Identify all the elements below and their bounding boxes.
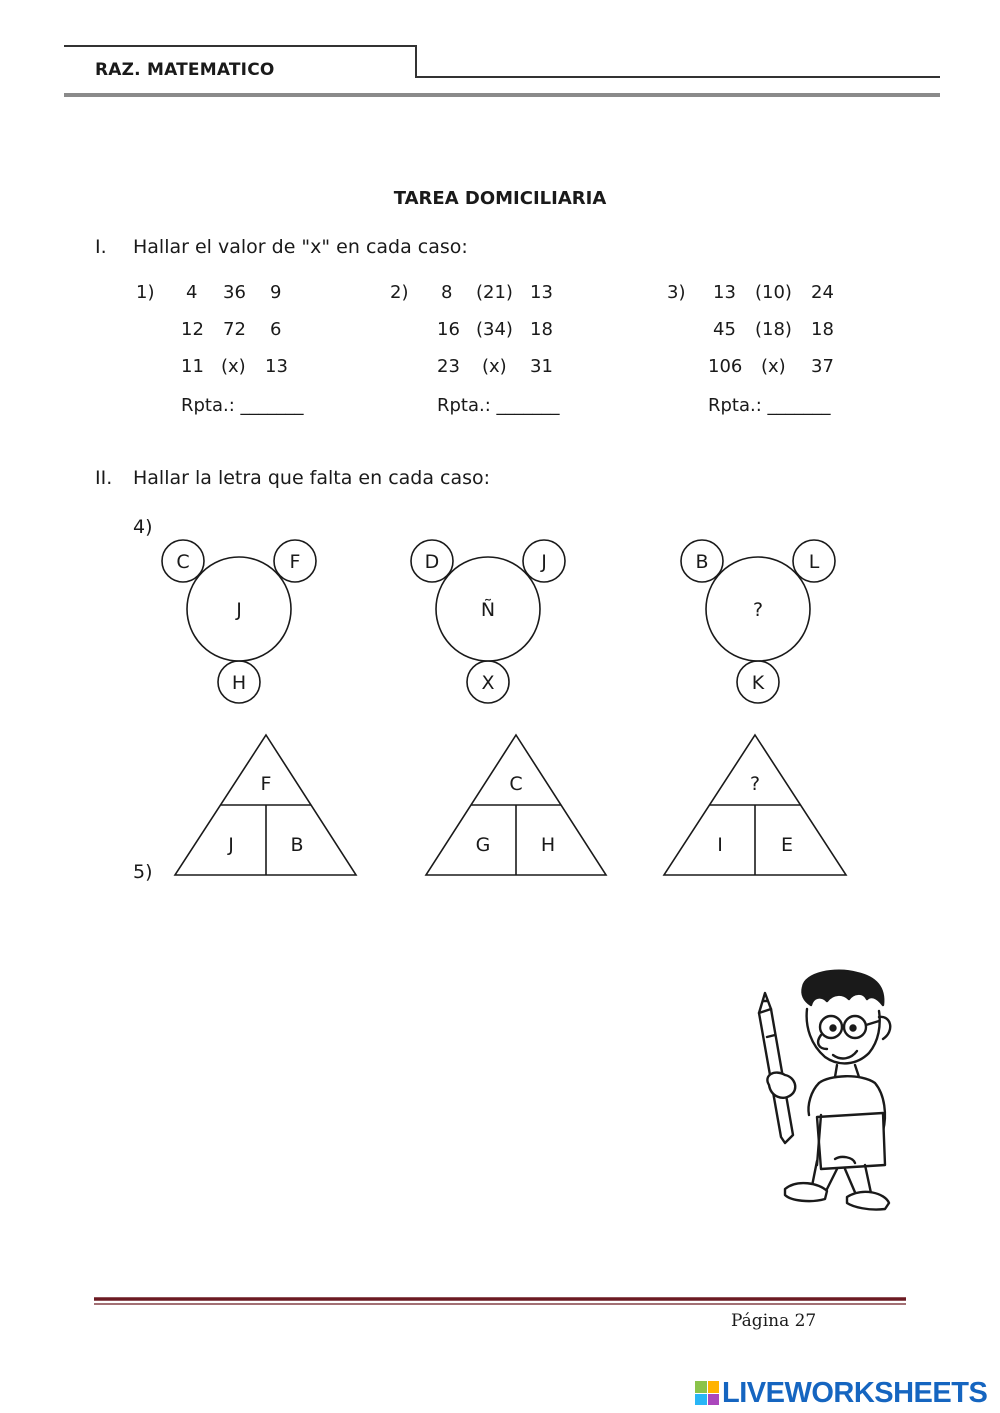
section2-instruction: Hallar la letra que falta en cada caso: <box>133 467 491 489</box>
problem2-cell: 13 <box>530 282 553 303</box>
problem1-cell: 72 <box>223 319 246 340</box>
triangle-letter: G <box>475 834 491 856</box>
circle-letter: L <box>808 551 820 573</box>
circle-letter: K <box>751 672 765 694</box>
circle-letter: F <box>289 551 301 573</box>
footer-rule <box>0 1296 1000 1310</box>
triangle-letter: I <box>717 834 723 856</box>
section1-instruction: Hallar el valor de "x" en cada caso: <box>133 236 468 258</box>
circle-letter: B <box>695 551 709 573</box>
problem2-cell: 18 <box>530 319 553 340</box>
triangle-letter: H <box>540 834 556 856</box>
triangle-letter: C <box>509 773 523 795</box>
problem1-answer: Rpta.: _______ <box>181 395 304 416</box>
circle-letter: C <box>176 551 190 573</box>
triangle-letter: E <box>780 834 794 856</box>
section1-roman: I. <box>95 236 107 258</box>
circle-letter: ? <box>752 599 764 621</box>
circle-figures <box>0 530 1000 710</box>
problem2-cell: (34) <box>476 319 513 340</box>
problem1-cell: 9 <box>270 282 282 303</box>
header-frame <box>0 0 1000 110</box>
circle-letter: Ñ <box>480 599 496 621</box>
problem3-cell: 24 <box>811 282 834 303</box>
liveworksheets-watermark <box>695 1376 987 1410</box>
circle-letter: X <box>481 672 495 694</box>
circle-letter: D <box>424 551 440 573</box>
problem3-cell: (x) <box>761 356 786 377</box>
question4-label: 4) <box>133 516 153 538</box>
triangle-letter: J <box>228 834 234 856</box>
problem3-cell: 37 <box>811 356 834 377</box>
problem2-cell: 16 <box>437 319 460 340</box>
problem2-cell: 31 <box>530 356 553 377</box>
problem3-cell: (18) <box>755 319 792 340</box>
problem3-answer: Rpta.: _______ <box>708 395 831 416</box>
problem1-cell: (x) <box>221 356 246 377</box>
problem3-cell: (10) <box>755 282 792 303</box>
problem2-label: 2) <box>390 282 409 303</box>
triangle-figures <box>0 730 1000 880</box>
problem3-cell: 13 <box>713 282 736 303</box>
problem2-cell: 8 <box>441 282 453 303</box>
circle-letter: J <box>236 599 242 621</box>
problem1-cell: 11 <box>181 356 204 377</box>
problem1-cell: 12 <box>181 319 204 340</box>
problem3-label: 3) <box>667 282 686 303</box>
circle-letter: H <box>231 672 247 694</box>
section2-roman: II. <box>95 467 113 489</box>
problem3-cell: 106 <box>708 356 743 377</box>
problem1-cell: 4 <box>186 282 198 303</box>
watermark-text: LIVEWORKSHEETS <box>722 1376 988 1409</box>
boy-with-pencil-icon <box>745 965 905 1215</box>
problem1-cell: 36 <box>223 282 246 303</box>
problem3-cell: 45 <box>713 319 736 340</box>
problem1-cell: 6 <box>270 319 282 340</box>
page-number: Página 27 <box>731 1311 817 1331</box>
problem3-cell: 18 <box>811 319 834 340</box>
problem2-answer: Rpta.: _______ <box>437 395 560 416</box>
triangle-letter: B <box>290 834 304 856</box>
liveworksheets-logo-icon <box>695 1381 719 1405</box>
page-title: TAREA DOMICILIARIA <box>393 188 607 209</box>
header-subject: RAZ. MATEMATICO <box>95 60 275 80</box>
triangle-letter: F <box>260 773 272 795</box>
triangle-letter: ? <box>749 773 761 795</box>
problem2-cell: (x) <box>482 356 507 377</box>
problem2-cell: 23 <box>437 356 460 377</box>
problem2-cell: (21) <box>476 282 513 303</box>
problem1-label: 1) <box>136 282 155 303</box>
circle-letter: J <box>541 551 547 573</box>
problem1-cell: 13 <box>265 356 288 377</box>
question5-label: 5) <box>133 861 153 883</box>
